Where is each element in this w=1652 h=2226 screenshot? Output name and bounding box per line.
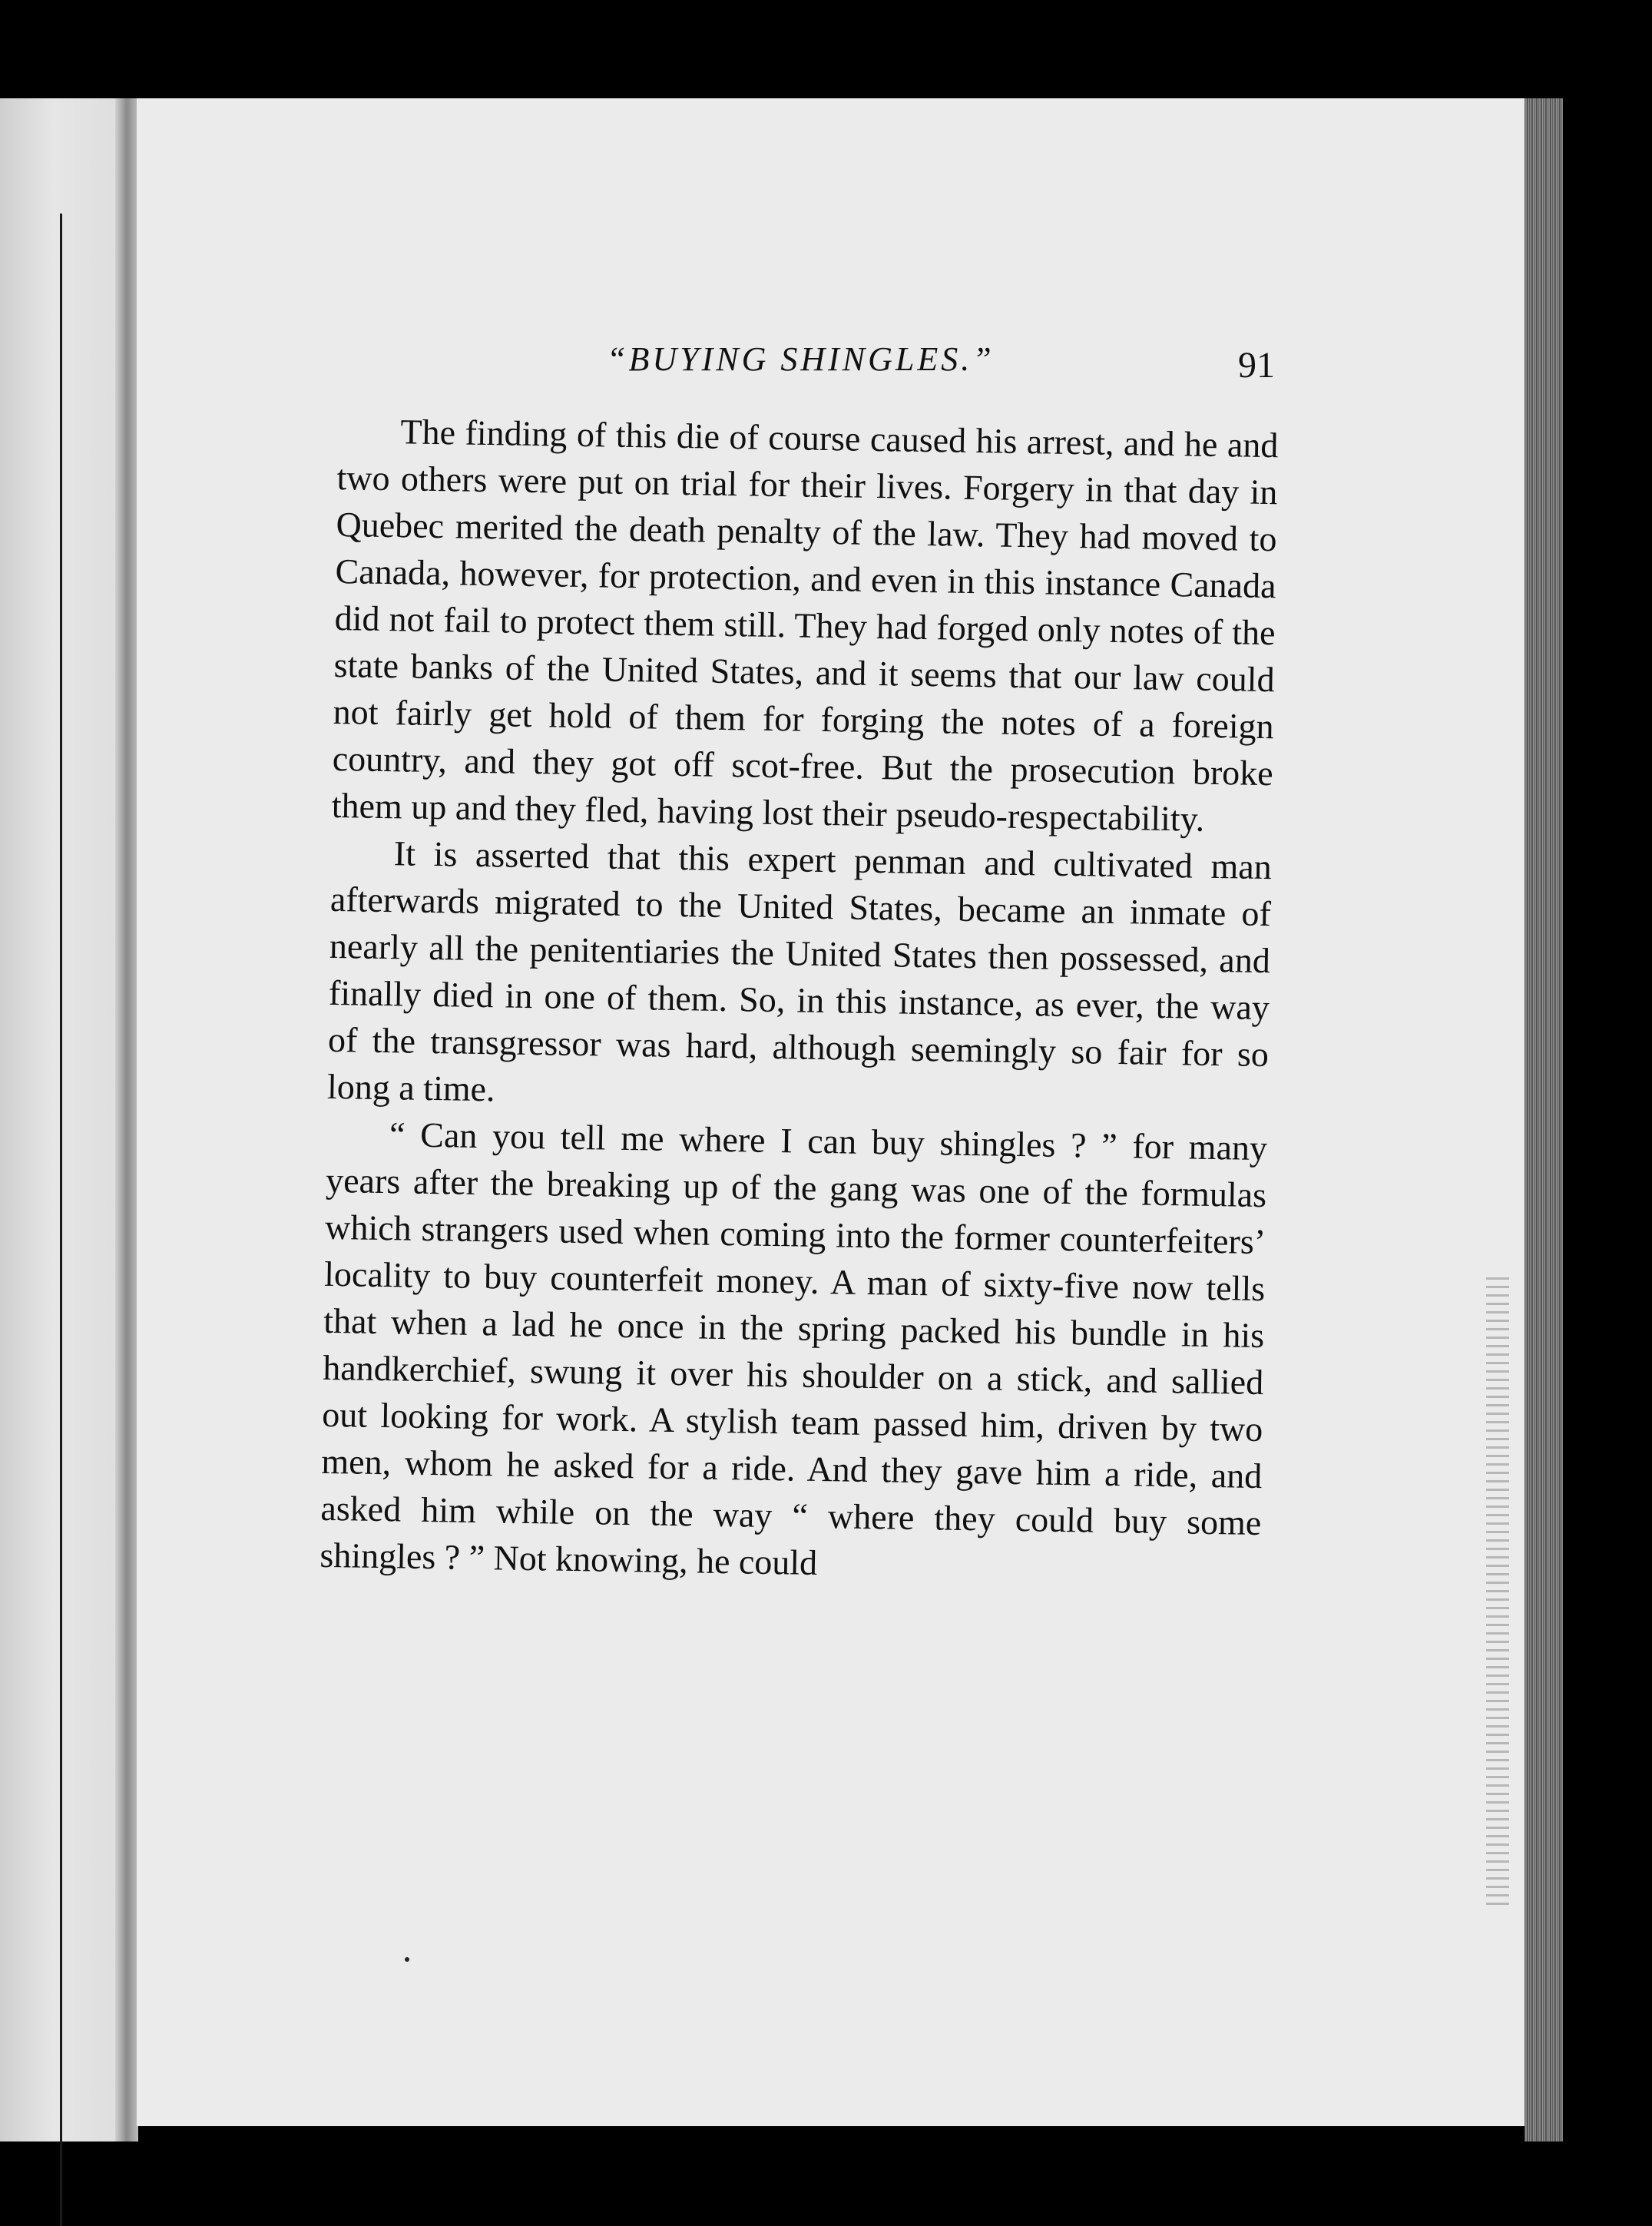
ink-speck [405,1957,409,1962]
binding-shadow [60,214,62,2226]
bleed-through-text [1486,1275,1509,1905]
body-text [319,407,1279,1593]
left-page-edge [0,98,134,2142]
book-gutter [115,98,138,2142]
page-stack-edge [1525,98,1563,2142]
paragraph: “ Can you tell me where I can buy shingles ? ” for many years after the breaking up of the gang was one of the formulas which strangers used when coming into the former counterfeiters’ locality to buy counterfeit money. A man of sixty-five now tells that when a lad he once in the spring packed his bundle in his handkerchief, swung it over his shoulder on a stick, and sallied out looking for work. A stylish team passed him, driven by two men, whom he asked for a ride. And they gave him a ride, and asked him while on the way “ where they could buy some shingles ? ” Not knowing, he could [319,1115,1268,1582]
page-header [338,330,1275,399]
paragraph: The finding of this die of course caused his arrest, and he and two others were put on trial for their lives. Forgery in that day in Quebec merited the death penalty of the law. They had moved to Canada, however, for protection, and even in this instance Canada did not fail to protect them still. They had forged only notes of the state banks of the United States, and it seems that our law could not fairly get hold of them for forging the notes of a foreign country, and they got off scot-free. But the prosecution broke them up and they fled, having lost their pseudo-respectability. [331,412,1279,839]
paragraph: It is asserted that this expert penman and cultivated man afterwards migrated to the United States, became an inmate of nearly all the penitentiaries the United States then possessed, and finally died in one of them. So, in this instance, as ever, the way of the transgressor was hard, although seemingly so fair for so long a time. [326,833,1273,1109]
running-head: “BUYING SHINGLES.” [607,340,995,378]
page-number: 91 [1238,345,1275,386]
